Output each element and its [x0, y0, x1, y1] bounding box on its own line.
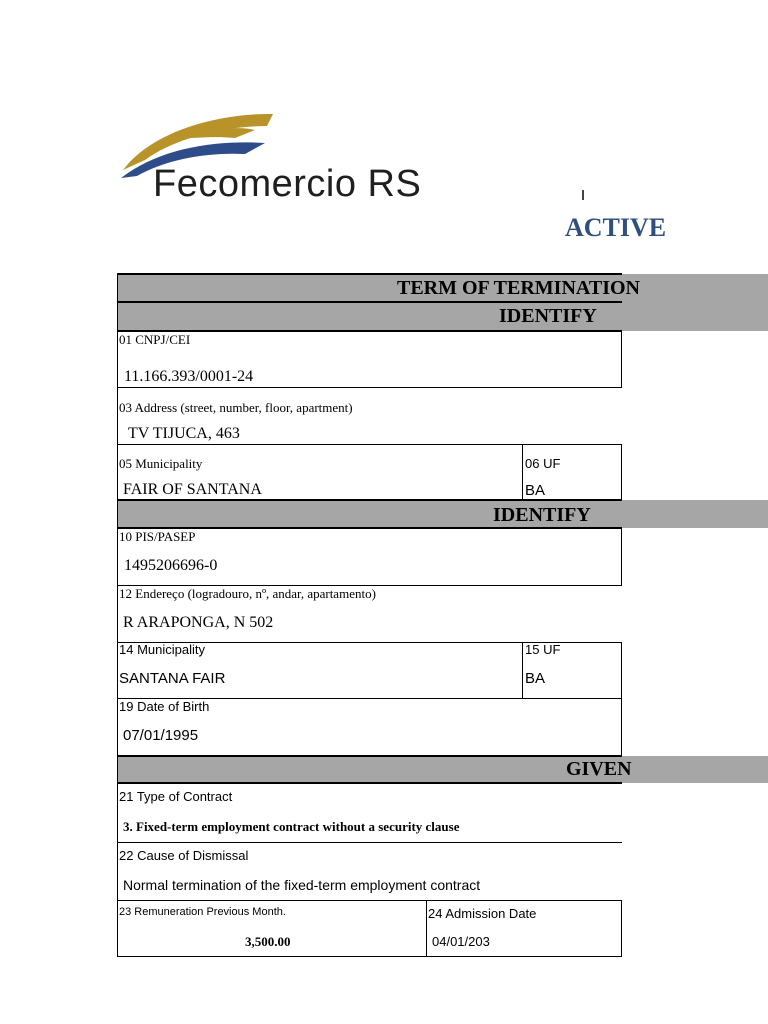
municipality-label: 05 Municipality	[119, 456, 203, 471]
cnpj-label: 01 CNPJ/CEI	[119, 332, 191, 347]
admission-value: 04/01/203	[432, 934, 490, 949]
section-heading-employer: IDENTIFY	[499, 305, 597, 327]
address2-label: 12 Endereço (logradouro, nº, andar, apartamento)	[119, 586, 376, 601]
divider	[118, 842, 622, 843]
remuneration-label: 23 Remuneration Previous Month.	[119, 906, 286, 918]
divider	[522, 642, 523, 698]
divider	[621, 900, 622, 957]
pis-label: 10 PIS/PASEP	[119, 529, 196, 544]
section-band-employee	[118, 500, 768, 528]
divider	[118, 301, 622, 303]
divider	[426, 900, 427, 957]
logo-text: Fecomercio RS	[153, 163, 422, 205]
divider	[118, 782, 622, 784]
divider	[118, 273, 622, 275]
divider	[118, 900, 622, 901]
divider	[118, 444, 622, 445]
dob-label: 19 Date of Birth	[119, 699, 210, 714]
divider	[118, 387, 622, 388]
dob-value: 07/01/1995	[123, 727, 199, 744]
divider	[118, 499, 622, 501]
uf2-label: 15 UF	[525, 642, 561, 657]
divider	[621, 444, 622, 500]
divider	[118, 755, 622, 757]
address2-value: R ARAPONGA, N 502	[123, 614, 274, 631]
divider	[621, 331, 622, 388]
section-band-contract	[118, 756, 768, 783]
divider	[118, 956, 622, 957]
contract-value: 3. Fixed-term employment contract without a security clause	[123, 819, 460, 834]
address-value: TV TIJUCA, 463	[128, 425, 240, 442]
dismissal-label: 22 Cause of Dismissal	[119, 848, 249, 863]
contract-label: 21 Type of Contract	[119, 789, 233, 804]
divider	[522, 444, 523, 500]
remuneration-value: 3,500.00	[245, 934, 291, 949]
pis-value: 1495206696-0	[124, 557, 218, 574]
uf-value: BA	[525, 482, 546, 499]
municipality2-value: SANTANA FAIR	[119, 670, 226, 687]
municipality-value: FAIR OF SANTANA	[123, 481, 262, 498]
form-title: TERM OF TERMINATION	[397, 277, 640, 299]
section-heading-contract: GIVEN	[566, 758, 632, 780]
form-left-border	[117, 273, 118, 957]
uf-label: 06 UF	[525, 456, 561, 471]
status-label: ACTIVE	[565, 213, 667, 242]
dismissal-value: Normal termination of the fixed-term employment contract	[123, 877, 481, 893]
admission-label: 24 Admission Date	[428, 906, 537, 921]
uf2-value: BA	[525, 670, 546, 687]
divider	[118, 330, 622, 332]
divider	[621, 528, 622, 586]
municipality2-label: 14 Municipality	[119, 642, 205, 657]
address-label: 03 Address (street, number, floor, apartment)	[119, 400, 353, 415]
cnpj-value: 11.166.393/0001-24	[124, 368, 254, 385]
section-heading-employee: IDENTIFY	[493, 504, 591, 526]
decorative-tick	[582, 190, 584, 200]
